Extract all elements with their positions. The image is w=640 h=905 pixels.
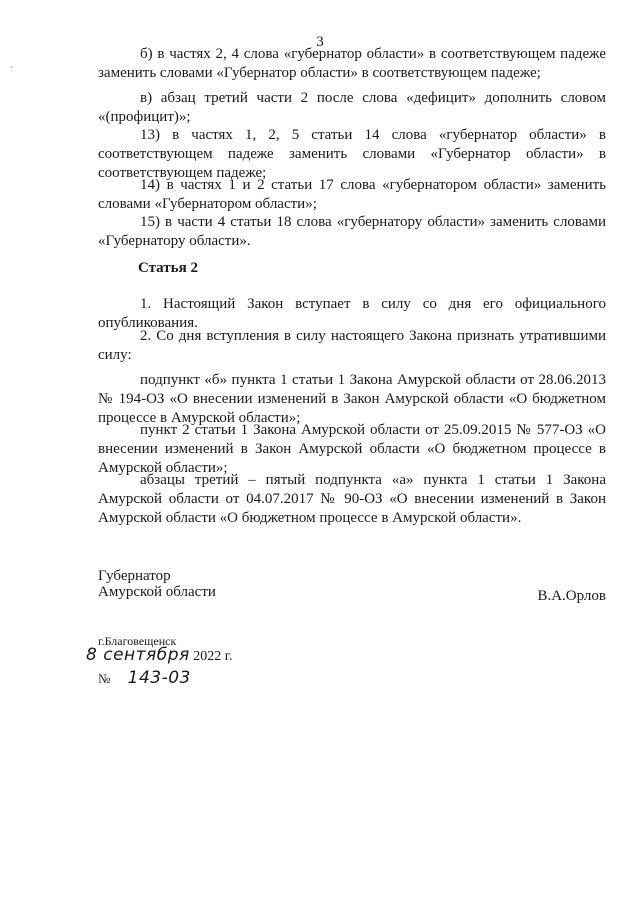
- handwritten-law-number: 143-03: [127, 668, 191, 688]
- article-2-heading: Статья 2: [138, 260, 198, 276]
- paragraph-13: 13) в частях 1, 2, 5 статьи 14 слова «губернатор области» в соответствующем падеже заменить словами «Губернатор области» в соответствующем падеже;: [98, 127, 606, 181]
- signatory-title-line-2: Амурской области: [98, 584, 216, 600]
- signatory-title-line-1: Губернатор: [98, 568, 171, 584]
- signing-date: [86, 645, 232, 665]
- signatory-title: [98, 568, 216, 600]
- paragraph-15: 15) в части 4 статьи 18 слова «губернатору области» заменить словами «Губернатору области».: [98, 214, 606, 249]
- signing-year: 2022 г.: [193, 649, 233, 664]
- paragraph-14: 14) в частях 1 и 2 статьи 17 слова «губернатором области» заменить словами «Губернатором области»;: [98, 177, 606, 212]
- signatory-name: В.А.Орлов: [537, 588, 606, 604]
- paragraph-b: б) в частях 2, 4 слова «губернатор области» в соответствующем падеже заменить словами «Губернатор области» в соответствующем падеже;: [98, 46, 606, 81]
- paragraph-v: в) абзац третий части 2 после слова «дефицит» дополнить словом «(профицит)»;: [98, 90, 606, 125]
- repealed-provision-3: абзацы третий – пятый подпункта «а» пункта 1 статьи 1 Закона Амурской области от 04.07.2017 № 90-ОЗ «О внесении изменений в Закон Амурской области «О бюджетном процессе в Амурской области».: [98, 472, 606, 526]
- article-2-item-2: 2. Со дня вступления в силу настоящего Закона признать утратившими силу:: [98, 328, 606, 363]
- signing-city: г.Благовещенск: [98, 634, 177, 648]
- repealed-provision-2: пункт 2 статьи 1 Закона Амурской области от 25.09.2015 № 577-ОЗ «О внесении изменений в Закон Амурской области «О бюджетном процессе в Амурской области»;: [98, 422, 606, 476]
- law-number: [98, 668, 191, 688]
- number-label: №: [98, 671, 111, 686]
- article-2-item-1: 1. Настоящий Закон вступает в силу со дня его официального опубликования.: [98, 296, 606, 331]
- handwritten-date: 8 сентября: [86, 645, 190, 665]
- page-number: 3: [316, 34, 324, 50]
- scan-speck: ˋ: [10, 66, 14, 77]
- repealed-provision-1: подпункт «б» пункта 1 статьи 1 Закона Амурской области от 28.06.2013 № 194-ОЗ «О внесении изменений в Закон Амурской области «О бюджетном процессе в Амурской области»;: [98, 372, 606, 426]
